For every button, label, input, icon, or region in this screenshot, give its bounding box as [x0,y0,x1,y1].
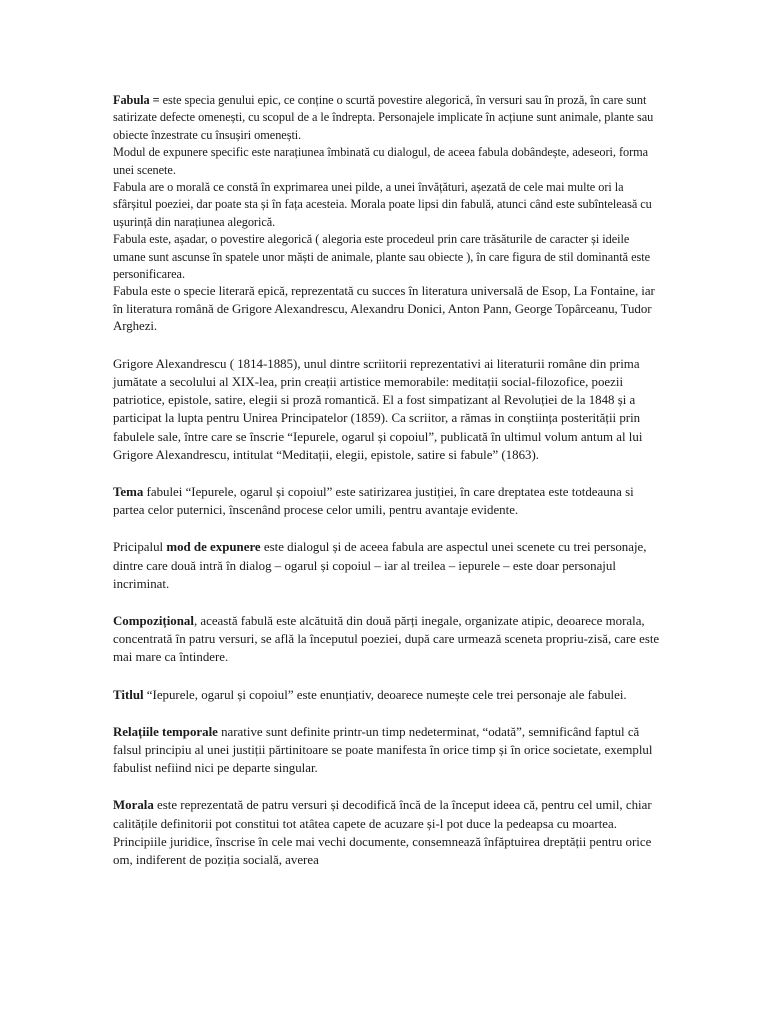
titlul-paragraph [113,686,661,704]
morala-term: Morala [113,798,154,813]
relatiile-term: Relațiile temporale [113,724,218,739]
intro-paragraph-1: este specia genului epic, ce conține o scurtă povestire alegorică, în versuri sau în proză, în care sunt satirizate defecte omenești, cu scopul de a le îndrepta. Personajele implicate în acțiune sunt animale, plante sau obiecte înzestrate cu însușiri omenești. [113,93,654,142]
morala-paragraph [113,796,661,869]
mod-before: Pricipalul [113,540,167,555]
tema-term: Tema [113,484,144,499]
fabula-term: Fabula = [113,93,160,107]
mod-expunere-paragraph [113,538,661,593]
intro-section [113,92,661,336]
author-paragraph: Grigore Alexandrescu ( 1814-1885), unul dintre scriitorii reprezentativi ai literaturii române din prima jumătate a secolului al XIX-lea, prin creații artistice memorabile: meditații social-filozofice, poezii patriotice, epistole, satire, elegii si proză romantică. El a fost simpatizant al Revoluției de la 1848 și a participat la lupta pentru Unirea Principatelor (1859). Ca scriitor, a rămas in conștiința posterității prin fabulele sale, între care se înscrie “Iepurele, ogarul și copoiul”, publicată în ultimul volum antum al lui Grigore Alexandrescu, intitulat “Meditații, elegii, epistole, satire si fabule” (1863). [113,356,643,462]
document-page [113,92,661,869]
tema-text: fabulei “Iepurele, ogarul și copoiul” este satirizarea justiției, în care dreptatea este totdeauna si partea celor puternici, înscenând procese celor umili, pentru avantaje evidente. [113,484,634,518]
intro-paragraph-5: Fabula este o specie literară epică, reprezentată cu succes în literatura universală de Esop, La Fontaine, iar în literatura română de Grigore Alexandrescu, Alexandru Donici, Anton Pann, George Topârceanu, Tudor Arghezi. [113,284,655,334]
mod-after: este dialogul și de aceea fabula are aspectul unei scenete cu trei personaje, dintre care două intră în dialog – ogarul și copoiul – iar al treilea – iepurele – este doar personajul incriminat. [113,540,647,591]
tema-paragraph [113,483,661,519]
titlul-text: “Iepurele, ogarul și copoiul” este enunțiativ, deoarece numește cele trei personaje ale fabulei. [143,687,627,702]
relatiile-paragraph [113,723,661,778]
mod-term: mod de expunere [166,540,261,555]
morala-text: este reprezentată de patru versuri și decodifică încă de la început ideea că, pentru cel umil, chiar calitățile definitorii pot constitui tot atâtea capete de acuzare și-l pot duce la pedeapsa cu moartea. Principiile juridice, înscrise în cele mai vechi documente, consemnează înfăptuirea dreptății pentru orice om, indiferent de poziția socială, averea [113,798,652,867]
compozitional-text: , această fabulă este alcătuită din două părți inegale, organizate atipic, deoarece morala, concentrată în patru versuri, se află la începutul poeziei, după care urmează sceneta propriu-zisă, care este mai mare ca întindere. [113,613,660,665]
intro-paragraph-2: Modul de expunere specific este narațiunea îmbinată cu dialogul, de aceea fabula dobândește, adeseori, forma unei scenete. [113,145,649,177]
compozitional-term: Compozițional [113,613,194,628]
intro-paragraph-4: Fabula este, așadar, o povestire alegorică ( alegoria este procedeul prin care trăsăturile de caracter și ideile umane sunt ascunse în spatele unor măști de animale, plante sau obiecte ), în care figura de stil dominantă este personificarea. [113,232,650,282]
titlul-term: Titlul [113,687,144,702]
relatiile-text: narative sunt definite printr-un timp nedeterminat, “odată”, semnificând faptul că falsul principiu al unei justiții părtinitoare se poate manifesta în orice timp și în orice societate, exemplul fabulist nefiind nici pe departe singular. [113,724,653,776]
compozitional-paragraph [113,612,661,667]
intro-paragraph-3: Fabula are o morală ce constă în exprimarea unei pilde, a unei învățături, așezată de cele mai multe ori la sfârșitul poeziei, dar poate sta și în fața acesteia. Morala poate lipsi din fabulă, atunci când este subînteleasă cu ușurință din narațiunea alegorică. [113,180,652,229]
